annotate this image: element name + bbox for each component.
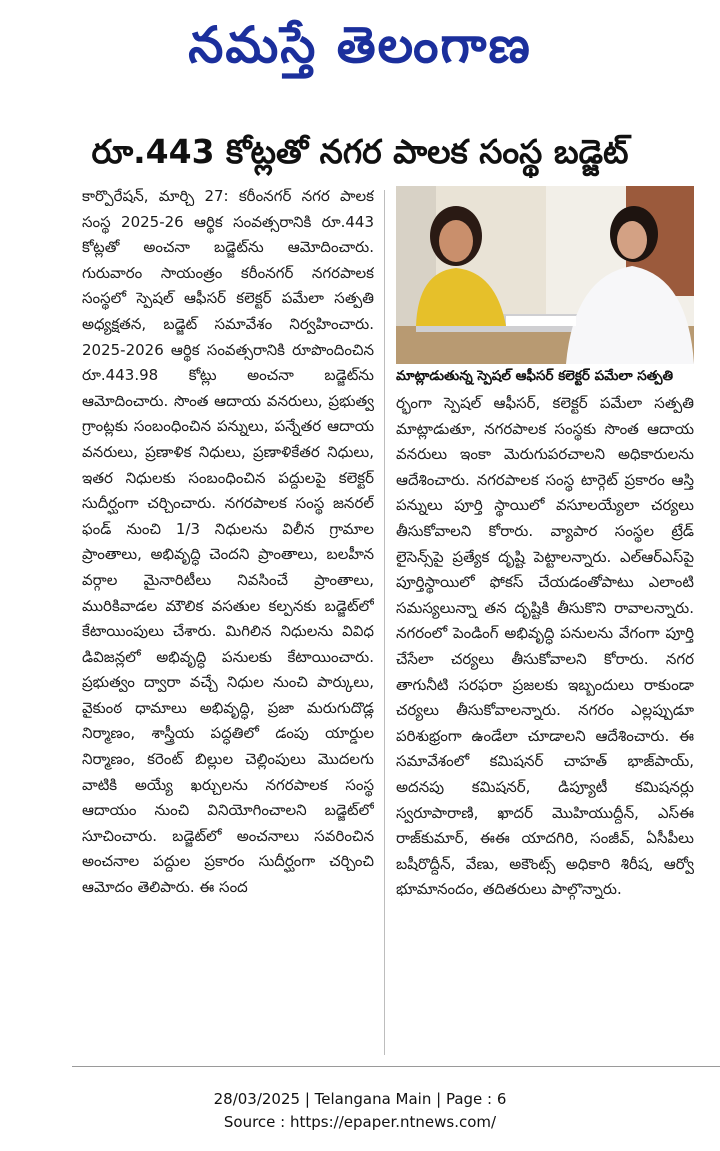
masthead-title: నమస్తే తెలంగాణ [188, 16, 532, 74]
footer-meta: 28/03/2025 | Telangana Main | Page : 6 [213, 1090, 507, 1108]
photo-caption: మాట్లాడుతున్న స్పెషల్ ఆఫీసర్ కలెక్టర్ పమేలా సత్పతి [396, 368, 674, 384]
article-photo [396, 186, 694, 364]
article-body-right-column: ర్భంగా స్పెషల్ ఆఫీసర్, కలెక్టర్ పమేలా సత్పతి మాట్లాడుతూ, నగరపాలక సంస్థకు సొంత ఆదాయ వనరులు ఇంకా మెరుగుపరచాలని అధికారులను ఆదేశించారు. నగరపాలక సంస్థ టార్గెట్ ప్రకారం ఆస్తి పన్నులు పూర్తి స్థాయిలో వసూలయ్యేలా చర్యలు తీసుకోవాలని కోరారు. వ్యాపార సంస్థల ట్రేడ్ లైసెన్స్‌పై ప్రత్యేక దృష్టి పెట్టాలన్నారు. ఎల్‌ఆర్‌ఎస్‌పై పూర్తిస్థాయిలో ఫోకస్ చేయడంతోపాటు ఎలాంటి సమస్యలున్నా తన దృష్టికి తీసుకొని రావాలన్నారు. నగరంలో పెండింగ్ అభివృద్ధి పనులను వేగంగా పూర్తి చేసేలా చర్యలు తీసుకోవాలని కోరారు. నగర తాగునీటి సరఫరా ప్రజలకు ఇబ్బందులు రాకుండా చర్యలు తీసుకోవాలన్నారు. నగరం ఎల్లప్పుడూ పరిశుభ్రంగా ఉండేలా చూడాలని ఆదేశించారు. ఈ సమావేశంలో కమిషనర్ చాహత్ భాజ్‌పాయ్, అదనపు కమిషనర్, డిప్యూటీ కమిషనర్లు స్వరూపారాణి, ఖాదర్ మొహియుద్దీన్, ఎస్‌ఈ రాజ్‌కుమార్, ఈఈ యాదగిరి, సంజీవ్, ఏసీపీలు బషీరొద్దీన్, వేణు, అకౌంట్స్ అధికారి శిరీష, ఆర్వో భూమానందం, తదితరులు పాల్గొన్నారు. [396, 394, 694, 899]
footer-rule [72, 1066, 720, 1067]
footer-source: Source : https://epaper.ntnews.com/ [223, 1113, 497, 1131]
article-body-left-column: కార్పొరేషన్, మార్చి 27: కరీంనగర్ నగర పాలక సంస్థ 2025-26 ఆర్థిక సంవత్సరానికి రూ.443 కోట్లతో అంచనా బడ్జెట్‌ను ఆమోదించారు. గురువారం సాయంత్రం కరీంనగర్ నగరపాలక సంస్థలో స్పెషల్ ఆఫీసర్ కలెక్టర్ పమేలా సత్పతి అధ్యక్షతన, బడ్జెట్ సమావేశం నిర్వహించారు. 2025-2026 ఆర్థిక సంవత్సరానికి రూపొందించిన రూ.443.98 కోట్లు అంచనా బడ్జెట్‌ను ఆమోదించారు. సొంత ఆదాయ వనరులు, ప్రభుత్వ గ్రాంట్లకు సంబంధించిన పన్నులు, పన్నేతర ఆదాయ వనరులు, ప్రణాళిక నిధులు, ప్రణాళికేతర నిధులు, ఇతర నిధులకు సంబంధించిన పద్దులపై కలెక్టర్ సుదీర్ఘంగా చర్చించారు. నగరపాలక సంస్థ జనరల్ ఫండ్ నుంచి 1/3 నిధులను విలీన గ్రామాల ప్రాంతాలు, అభివృద్ధి చెందని ప్రాంతాలు, బలహీన వర్గాల మైనారిటీలు నివసించే ప్రాంతాలు, మురికివాడల మౌలిక వసతుల కల్పనకు బడ్జెట్‌లో కేటాయింపులు చేశారు. మిగిలిన నిధులను వివిధ డివిజన్లలో అభివృద్ధి పనులకు కేటాయించారు. ప్రభుత్వం ద్వారా వచ్చే నిధుల నుంచి పార్కులు, వైకుంఠ ధామాలు అభివృద్ధి, ప్రజా మరుగుదొడ్ల నిర్మాణం, శాస్త్రీయ పద్ధతిలో డంపు యార్డుల నిర్మాణం, కరెంట్ బిల్లుల చెల్లింపులు మొదలగు వాటికి అయ్యే ఖర్చులను నగరపాలక సంస్థ ఆదాయం నుంచి వినియోగించాలని బడ్జెట్‌లో సూచించారు. బడ్జెట్‌లో అంచనాలు సవరించిన అంచనాల పద్దుల ప్రకారం సుదీర్ఘంగా చర్చించి ఆమోదం తెలిపారు. ఈ సంద [82, 187, 374, 897]
article-headline: రూ.443 కోట్లతో నగర పాలక సంస్థ బడ్జెట్ [91, 132, 629, 171]
column-divider [384, 190, 385, 1055]
